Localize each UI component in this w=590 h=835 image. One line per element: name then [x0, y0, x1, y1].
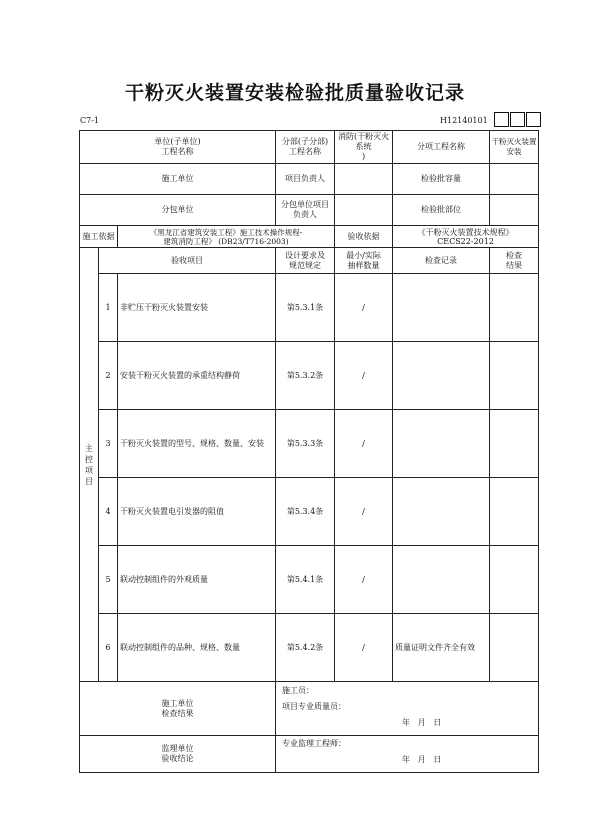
item-sampling[interactable]: / [335, 614, 393, 682]
item-record[interactable] [393, 478, 490, 546]
construction-unit-label: 施工单位 [80, 164, 276, 195]
inspection-table [79, 130, 539, 773]
item-clause: 第5.3.1条 [276, 274, 335, 342]
item-description: 非贮压干粉灭火装置安装 [118, 274, 276, 342]
item-description: 干粉灭火装置电引发器的阻值 [118, 478, 276, 546]
construction-date-label: 年 月 日 [402, 718, 442, 727]
basis-value: 《黑龙江省建筑安装工程》施工技术操作规程- 建筑消防工程》 (DB23/T716-2003) [118, 226, 335, 248]
construction-signature-area[interactable] [276, 682, 539, 736]
branch-name-label: 分部(子分部) 工程名称 [276, 131, 335, 164]
main-control-items-label: 主 控 项 目 [80, 248, 99, 682]
item-sampling[interactable]: / [335, 342, 393, 410]
table-row [80, 410, 539, 478]
form-title: 干粉灭火装置安装检验批质量验收记录 [124, 82, 465, 104]
item-record[interactable] [393, 546, 490, 614]
project-manager-value[interactable] [335, 164, 393, 195]
worker-label: 施工员： [282, 686, 315, 695]
subcontract-manager-label: 分包单位项目 负责人 [276, 195, 335, 226]
item-clause: 第5.3.4条 [276, 478, 335, 546]
column-result-header: 检查 结果 [490, 248, 539, 274]
batch-capacity-value[interactable] [490, 164, 539, 195]
number-box[interactable] [510, 112, 525, 127]
item-number: 6 [99, 614, 118, 682]
item-result[interactable] [490, 274, 539, 342]
item-description: 联动控制组件的外观质量 [118, 546, 276, 614]
item-result[interactable] [490, 410, 539, 478]
item-result[interactable] [490, 614, 539, 682]
subcontract-manager-value[interactable] [335, 195, 393, 226]
item-clause: 第5.4.1条 [276, 546, 335, 614]
column-design-header: 设计要求及 规范规定 [276, 248, 335, 274]
basis-label: 施工依据 [80, 226, 118, 248]
item-record[interactable] [393, 342, 490, 410]
branch-name-value[interactable]: 消防(干粉灭火系统 ) [335, 131, 393, 164]
item-number: 3 [99, 410, 118, 478]
table-row [80, 614, 539, 682]
subitem-name-value[interactable]: 干粉灭火装置安装 [490, 131, 539, 164]
form-code: C7-1 [80, 116, 100, 125]
subitem-name-label: 分项工程名称 [393, 131, 490, 164]
item-sampling[interactable]: / [335, 274, 393, 342]
item-description: 安装干粉灭火装置的承重结构静荷 [118, 342, 276, 410]
acceptance-basis-label: 验收依据 [335, 226, 393, 248]
batch-capacity-label: 检验批容量 [393, 164, 490, 195]
item-result[interactable] [490, 478, 539, 546]
item-number: 4 [99, 478, 118, 546]
table-row [80, 342, 539, 410]
supervision-date-label: 年 月 日 [402, 755, 442, 764]
column-sampling-header: 最小/实际 抽样数量 [335, 248, 393, 274]
number-box[interactable] [526, 112, 541, 127]
batch-location-value[interactable] [490, 195, 539, 226]
quality-inspector-label: 项目专业质量员： [282, 702, 347, 711]
item-number: 2 [99, 342, 118, 410]
item-number: 5 [99, 546, 118, 614]
supervision-signature-area[interactable] [276, 736, 539, 773]
number-box[interactable] [494, 112, 509, 127]
supervision-conclusion-label: 监理单位 验收结论 [80, 736, 276, 773]
item-clause: 第5.3.3条 [276, 410, 335, 478]
number-boxes [494, 112, 541, 127]
subcontract-unit-label: 分包单位 [80, 195, 276, 226]
document-number: H12140101 [440, 116, 488, 125]
construction-check-label: 施工单位 检查结果 [80, 682, 276, 736]
project-manager-label: 项目负责人 [276, 164, 335, 195]
item-record[interactable] [393, 410, 490, 478]
unit-name-label: 单位(子单位) 工程名称 [80, 131, 276, 164]
table-row [80, 478, 539, 546]
item-sampling[interactable]: / [335, 410, 393, 478]
column-item-header: 验收项目 [99, 248, 276, 274]
column-record-header: 检查记录 [393, 248, 490, 274]
table-row [80, 546, 539, 614]
item-record[interactable]: 质量证明文件齐全有效 [393, 614, 490, 682]
item-sampling[interactable]: / [335, 546, 393, 614]
item-result[interactable] [490, 342, 539, 410]
table-row [80, 274, 539, 342]
item-description: 联动控制组件的品种、规格、数量 [118, 614, 276, 682]
item-clause: 第5.4.2条 [276, 614, 335, 682]
batch-location-label: 检验批部位 [393, 195, 490, 226]
item-record[interactable] [393, 274, 490, 342]
item-result[interactable] [490, 546, 539, 614]
item-sampling[interactable]: / [335, 478, 393, 546]
item-description: 干粉灭火装置的型号、规格、数量、安装 [118, 410, 276, 478]
item-number: 1 [99, 274, 118, 342]
item-clause: 第5.3.2条 [276, 342, 335, 410]
acceptance-basis-value: 《干粉灭火装置技术规程》 CECS22-2012 [393, 226, 539, 248]
supervisor-label: 专业监理工程师： [282, 739, 347, 748]
